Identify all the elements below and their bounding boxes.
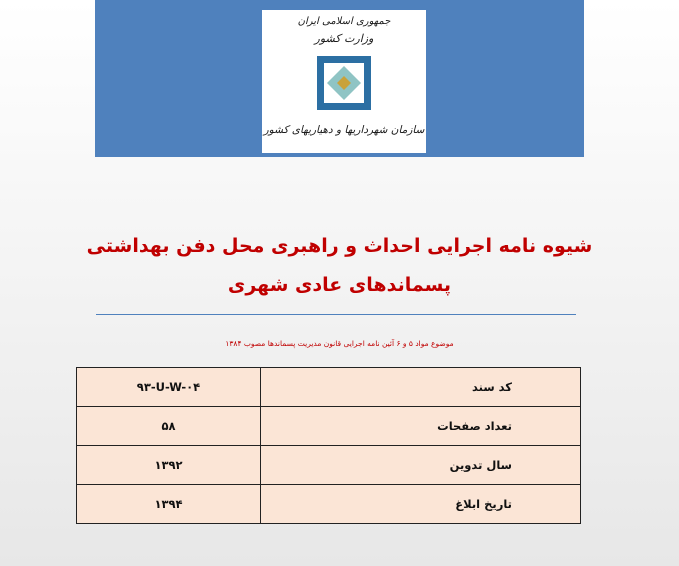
compile-year-value: ۱۳۹۲ — [77, 446, 261, 485]
document-subtitle: موضوع مواد ۵ و ۶ آئین نامه اجرایی قانون مدیریت پسماندها مصوب ۱۳۸۴ — [225, 339, 454, 348]
emblem-icon — [317, 48, 371, 118]
page-count-label: تعداد صفحات — [261, 407, 581, 446]
doc-code-value: ۹۳-U-W-۰۴ — [77, 368, 261, 407]
notify-date-label: تاریخ ابلاغ — [261, 485, 581, 524]
document-title-line-1: شیوه نامه اجرایی احداث و راهبری محل دفن بهداشتی — [86, 235, 593, 257]
table-row — [77, 407, 581, 446]
notify-date-value: ۱۳۹۴ — [77, 485, 261, 524]
table-row — [77, 368, 581, 407]
page-count-value: ۵۸ — [77, 407, 261, 446]
doc-code-label: کد سند — [261, 368, 581, 407]
document-title-line-2: پسماندهای عادی شهری — [227, 274, 452, 296]
logo-line-organization: سازمان شهرداریها و دهیاریهای کشور — [263, 124, 425, 136]
table-row — [77, 446, 581, 485]
logo-line-republic: جمهوری اسلامی ایران — [297, 16, 391, 27]
compile-year-label: سال تدوین — [261, 446, 581, 485]
title-divider — [96, 314, 576, 315]
document-info-table — [76, 367, 581, 524]
ministry-logo — [262, 10, 426, 153]
logo-line-ministry: وزارت کشور — [314, 32, 374, 45]
table-row — [77, 485, 581, 524]
